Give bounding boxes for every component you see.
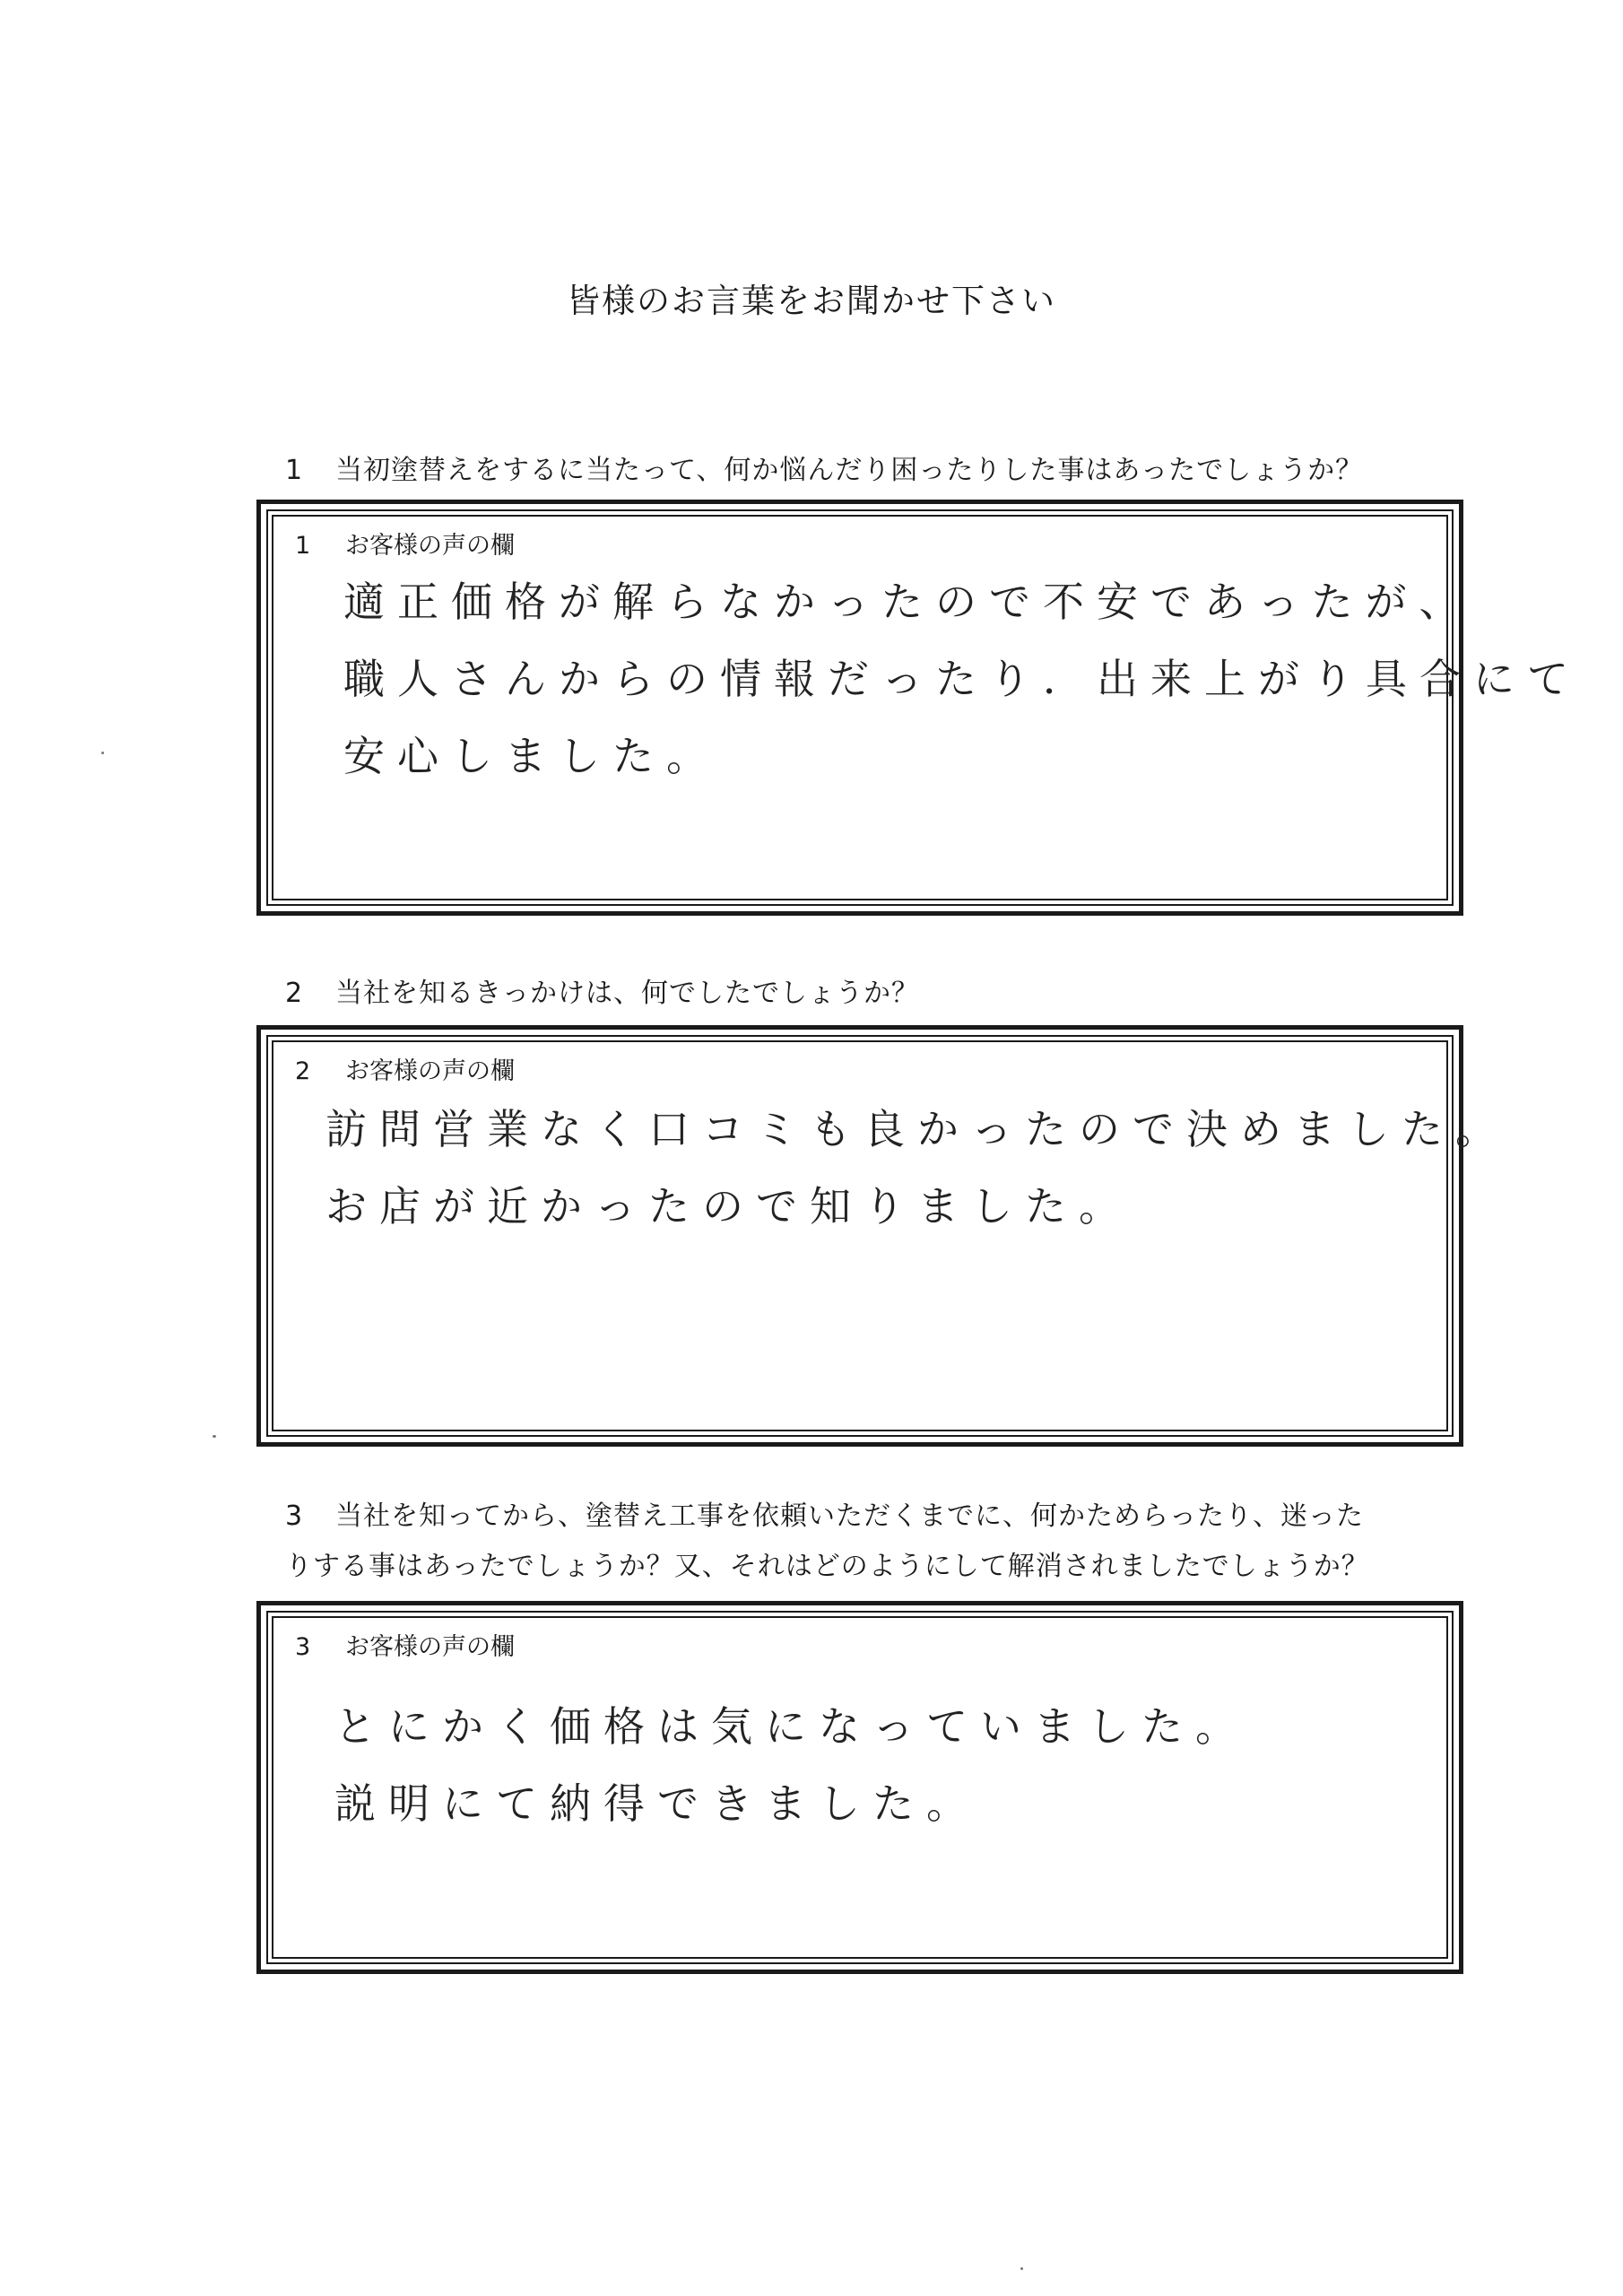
question-number: 3 xyxy=(285,1500,304,1532)
box-label xyxy=(295,1051,515,1086)
question-text: 当社を知るきっかけは、何でしたでしょうか？ xyxy=(335,978,919,1009)
box-label-text: お客様の声の欄 xyxy=(345,1633,515,1661)
page-title: 皆様のお言葉をお聞かせ下さい xyxy=(567,282,1056,320)
scan-speck xyxy=(1020,2267,1023,2270)
question-3 xyxy=(285,1492,1469,1592)
box-label-text: お客様の声の欄 xyxy=(345,1057,515,1085)
answer-box-2 xyxy=(256,1025,1509,1447)
box-label-number: 1 xyxy=(295,532,311,560)
question-text: 当社を知ってから、塗替え工事を依頼いただくまでに、何かためらったり、迷った xyxy=(335,1500,1364,1532)
box-label-number: 3 xyxy=(295,1633,311,1661)
answer-box-1 xyxy=(256,500,1581,916)
box-label-number: 2 xyxy=(295,1057,311,1085)
answer-line: 説明にて納得できました。 xyxy=(334,1779,980,1828)
answer-line: お店が近かったので知りました。 xyxy=(325,1182,1133,1231)
answer-line: 適正価格が解らなかったので不安であったが、 xyxy=(343,578,1473,626)
scan-speck xyxy=(213,1435,216,1438)
scan-speck xyxy=(101,752,104,754)
handwritten-answer xyxy=(343,563,1581,795)
box-label xyxy=(295,1627,515,1662)
answer-box-3 xyxy=(256,1601,1463,1974)
question-text: 当初塗替えをするに当たって、何か悩んだり困ったりした事はあったでしょうか？ xyxy=(335,455,1364,486)
question-1 xyxy=(285,444,1469,497)
question-text: りする事はあったでしょうか？又、それはどのようにして解消されましたでしょうか？ xyxy=(285,1551,1369,1582)
handwritten-answer xyxy=(325,1091,1509,1245)
box-label-text: お客様の声の欄 xyxy=(345,532,515,560)
question-number: 1 xyxy=(285,455,304,486)
answer-line: 安心しました。 xyxy=(343,732,720,780)
answer-line: 訪問営業なく口コミも良かったので決めました。 xyxy=(325,1105,1509,1153)
question-number: 2 xyxy=(285,978,304,1009)
question-2 xyxy=(285,967,1469,1020)
box-label xyxy=(295,526,515,561)
handwritten-answer xyxy=(334,1688,1249,1842)
answer-line: とにかく価格は気になっていました。 xyxy=(334,1702,1249,1751)
answer-line: 職人さんからの情報だったり．出来上がり具合にて xyxy=(343,655,1581,703)
